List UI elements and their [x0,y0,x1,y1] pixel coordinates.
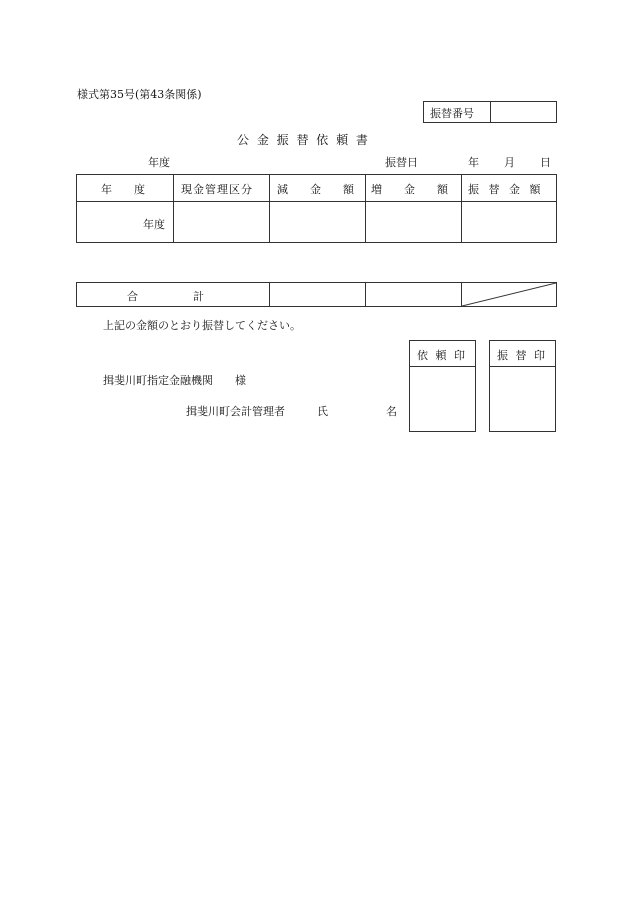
transfer-number-label-cell [424,102,490,122]
transfer-date-day: 日 [540,156,551,169]
instruction-text: 上記の金額のとおり振替してください。 [103,319,301,332]
transfer-number-label: 振替番号 [430,107,474,120]
header-increase-amount: 増 金 額 [371,183,448,196]
document-title: 公 金 振 替 依 頼 書 [237,133,370,147]
request-seal-label: 依 頼 印 [417,349,467,362]
total-strike-diagonal [462,283,556,306]
sender-title: 揖斐川町会計管理者 [186,405,285,418]
transfer-number-field[interactable] [490,102,556,122]
form-number: 様式第35号(第43条関係) [77,88,202,101]
recipient-text: 揖斐川町指定金融機関 様 [103,374,246,387]
header-fiscal-year: 年 度 [101,183,145,196]
request-seal-box [409,340,476,432]
total-label: 合 計 [127,290,204,303]
fiscal-year-label: 年度 [148,156,170,169]
total-row [76,282,557,307]
sender-name-label-1: 氏 [317,405,328,418]
row-year-suffix: 年度 [143,218,165,231]
main-table [76,174,557,243]
transfer-number-box [423,101,557,123]
transfer-date-month: 月 [504,156,515,169]
transfer-seal-label: 振 替 印 [497,349,547,362]
transfer-date-year: 年 [468,156,479,169]
header-decrease-amount: 減 金 額 [277,183,354,196]
sender-name-label-2: 名 [386,405,397,418]
transfer-seal-box [489,340,556,432]
header-cash-category: 現金管理区分 [181,183,253,196]
header-transfer-amount: 振 替 金 額 [468,183,544,196]
transfer-date-label: 振替日 [385,156,418,169]
